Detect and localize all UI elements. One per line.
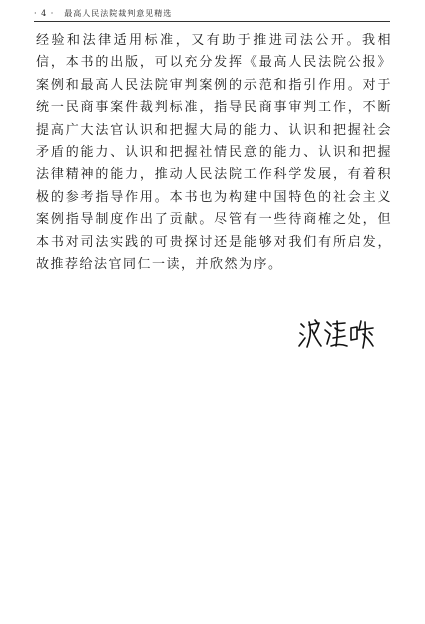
paragraph: 经验和法律适用标准，又有助于推进司法公开。我相信，本书的出版，可以充分发挥《最高人民法院公报》案例和最高人民法院审判案例的示范和指引作用。对于统一民商事案件裁判标准，指导民商事审判工作，不断提高广大法官认识和把握大局的能力、认识和把握社会矛盾的能力、认识和把握社情民意的能力、认识和把握法律精神的能力，推动人民法院工作科学发展，有着积极的参考指导作用。本书也为构建中国特色的社会主义案例指导制度作出了贡献。尽管有一些待商榷之处，但本书对司法实践的可贵探讨还是能够对我们有所启发，故推荐给法官同仁一读，并欣然为序。 [36, 33, 392, 273]
page-number: · 4 · [34, 8, 55, 18]
body-text [36, 30, 392, 276]
header-divider [34, 21, 390, 22]
book-title: 最高人民法院裁判意见精选 [64, 8, 173, 18]
handwritten-signature [297, 316, 375, 352]
running-header [34, 5, 390, 21]
